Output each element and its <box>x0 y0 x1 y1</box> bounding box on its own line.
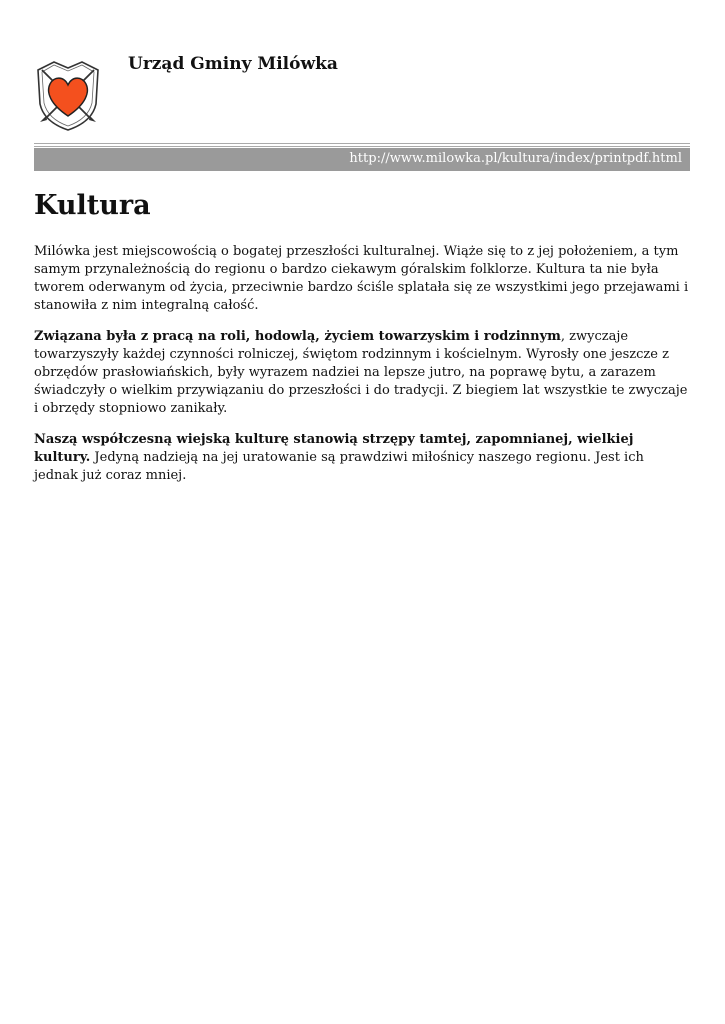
page-header <box>0 0 725 140</box>
url-bar <box>34 148 690 171</box>
header-divider <box>34 146 690 147</box>
paragraph-3-bold: Naszą współczesną wiejską kulturę stanowią strzępy tamtej, zapomnianej, wielkiej kultury. <box>34 432 634 465</box>
paragraph-1: Milówka jest miejscowością o bogatej przeszłości kulturalnej. Wiąże się to z jej położeniem, a tym samym przynależnością do regionu o bardzo ciekawym góralskim folklorze. Kultura ta nie była tworem oderwanym od życia, przeciwnie bardzo ściśle splatała się ze wszystkimi jego przejawami i stanowiła z nim integralną całość. <box>34 244 689 313</box>
page-url[interactable]: http://www.milowka.pl/kultura/index/printpdf.html <box>349 151 682 166</box>
header-divider <box>34 143 690 144</box>
paragraph-3: Naszą współczesną wiejską kulturę stanowią strzępy tamtej, zapomnianej, wielkiej kultury. Jedyną nadzieją na jej uratowanie są prawdziwi miłośnicy naszego regionu. Jest ich jednak już coraz mniej. <box>34 432 644 483</box>
heart-crest-icon <box>34 58 102 132</box>
site-title: Urząd Gminy Milówka <box>128 54 338 74</box>
page-title: Kultura <box>34 190 151 221</box>
article-body <box>34 243 692 498</box>
paragraph-2-bold: Związana była z pracą na roli, hodowlą, życiem towarzyskim i rodzinnym <box>34 329 561 344</box>
paragraph-2: Związana była z pracą na roli, hodowlą, życiem towarzyskim i rodzinnym, zwyczaje towarzyszyły każdej czynności rolniczej, świętom rodzinnym i kościelnym. Wyrosły one jeszcze z obrzędów prasłowiańskich, były wyrazem nadziei na lepsze jutro, na poprawę bytu, a zarazem świadczyły o wielkim przywiązaniu do przeszłości i do tradycji. Z biegiem lat wszystkie te zwyczaje i obrzędy stopniowo zanikały. <box>34 329 688 416</box>
